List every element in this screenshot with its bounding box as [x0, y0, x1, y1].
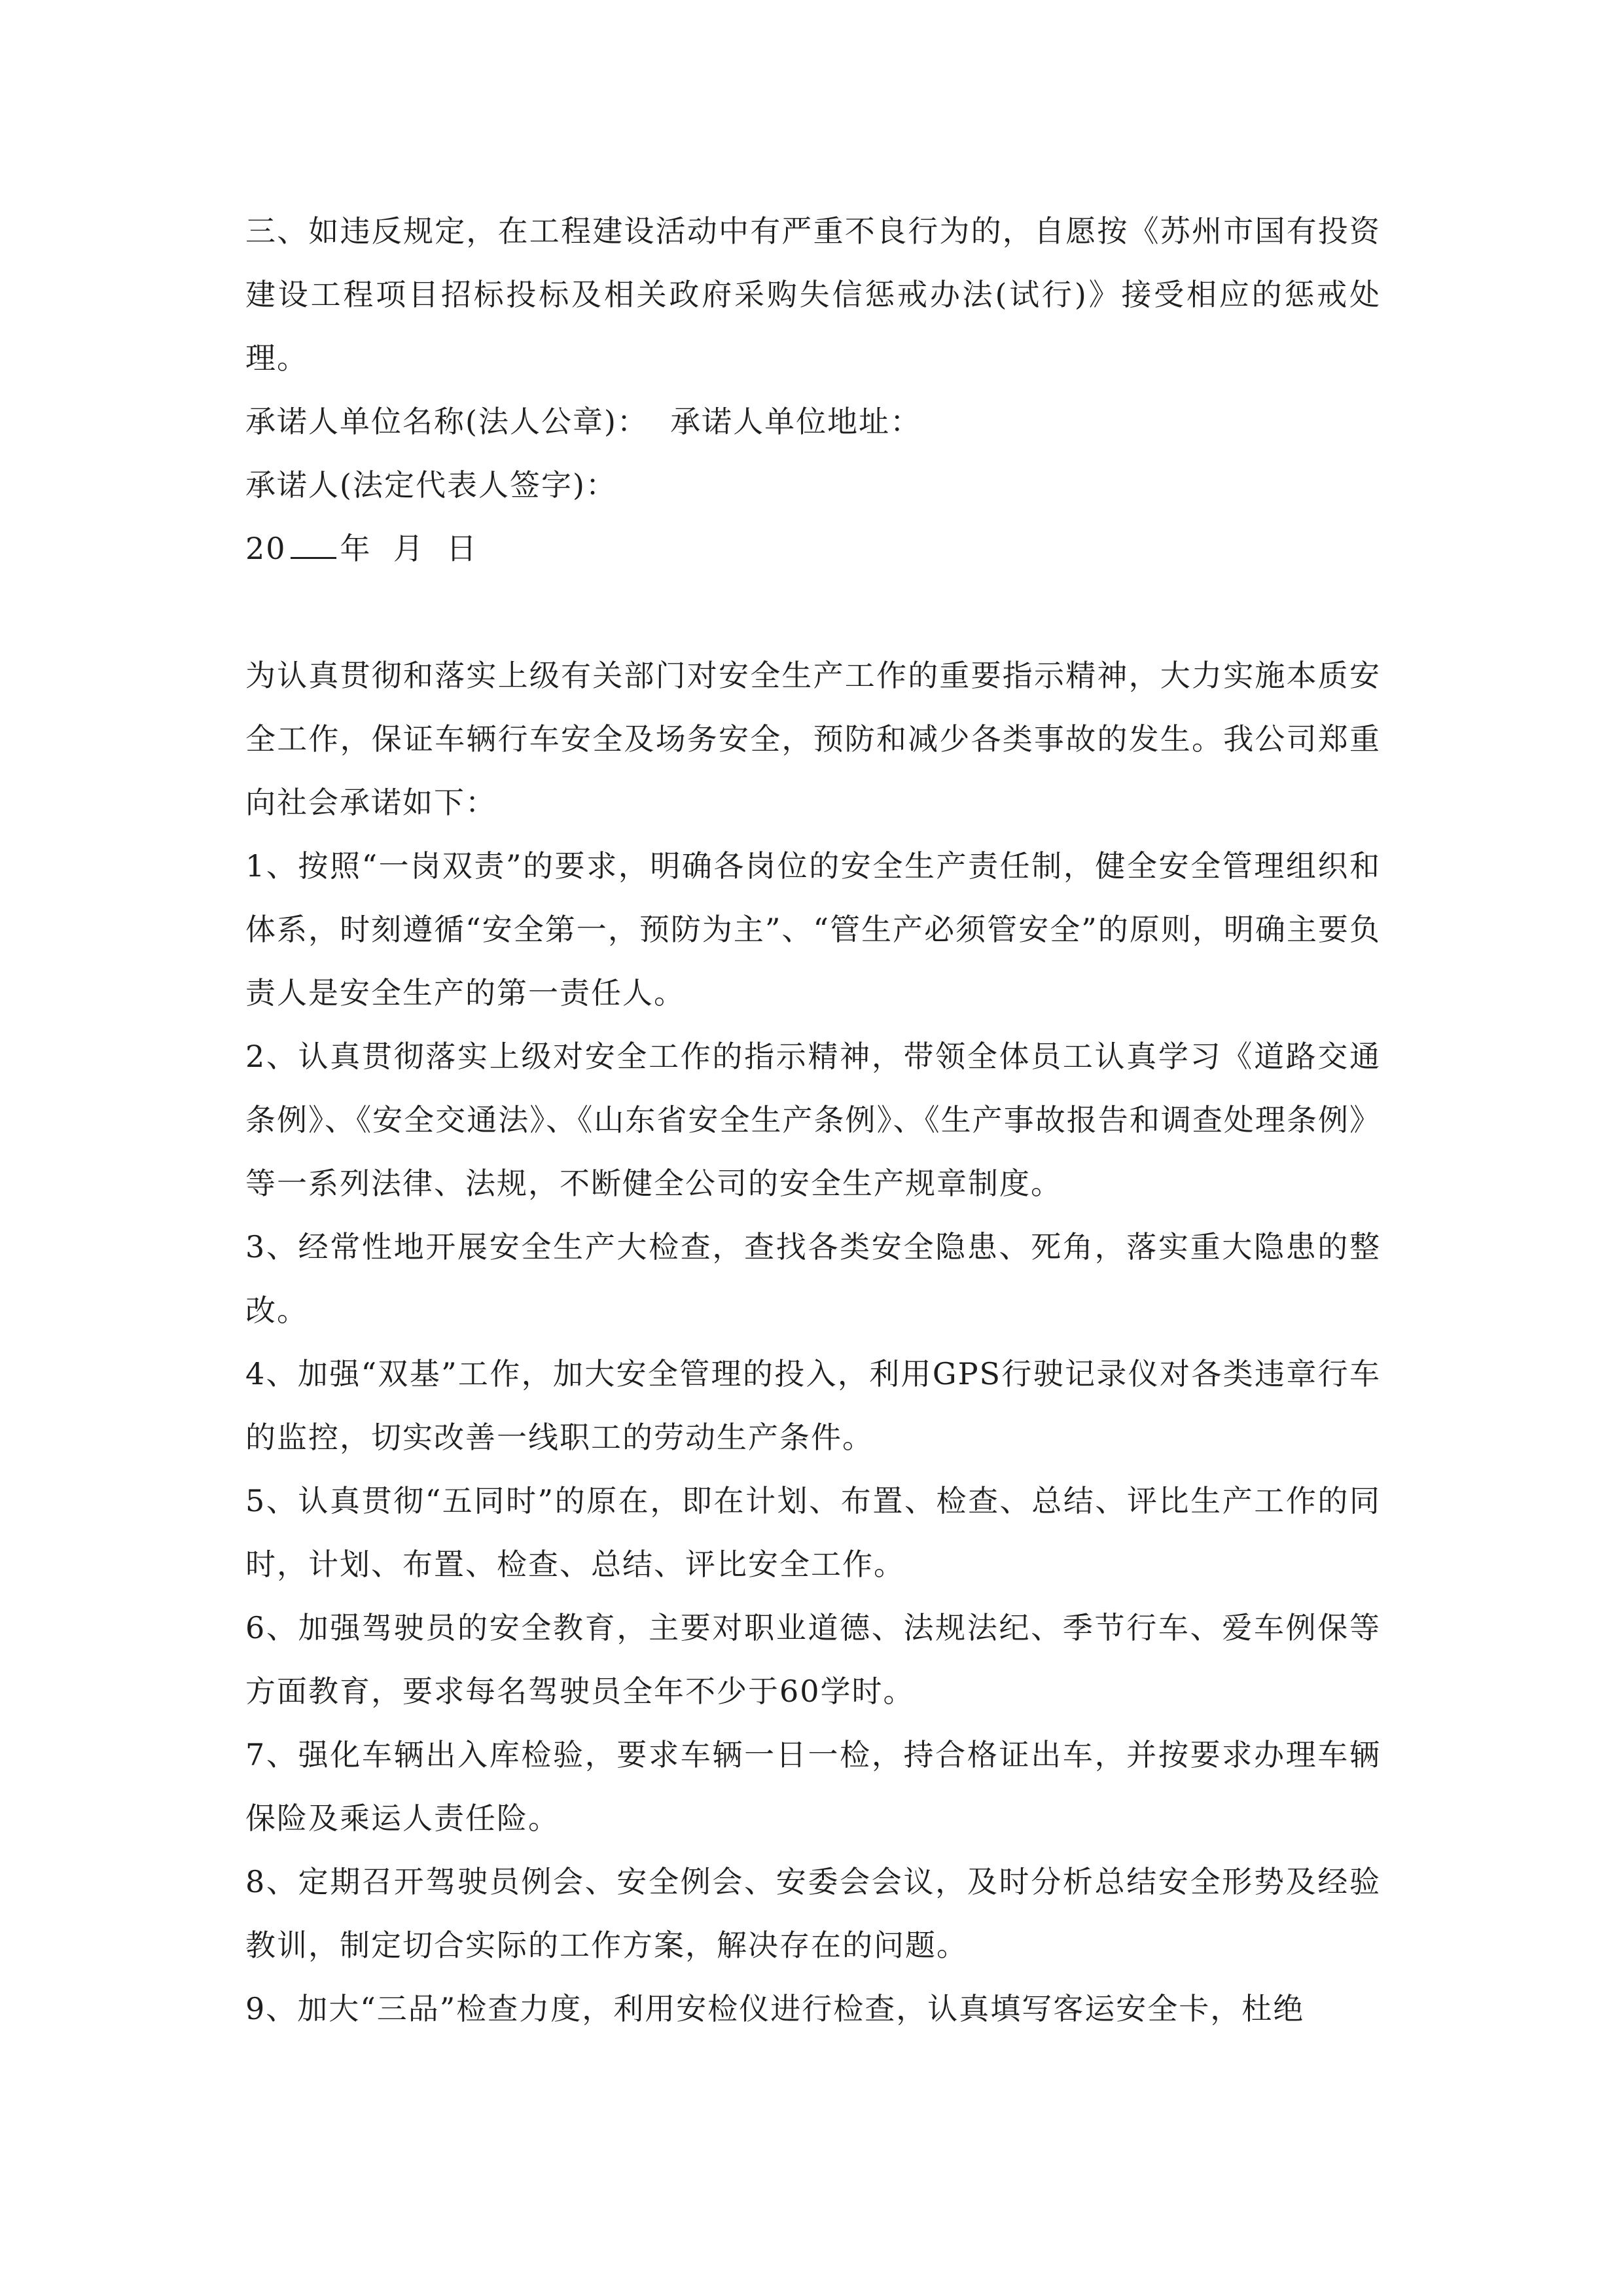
section-gap [245, 581, 1381, 644]
commitment-item-6: 6、加强驾驶员的安全教育，主要对职业道德、法规法纪、季节行车、爱车例保等方面教育，要求每名驾驶员全年不少于60学时。 [245, 1610, 1381, 1709]
commitment-item-3: 3、经常性地开展安全生产大检查，查找各类安全隐患、死角，落实重大隐患的整改。 [245, 1229, 1381, 1328]
commitment-item-1: 1、按照“一岗双责”的要求，明确各岗位的安全生产责任制，健全安全管理组织和体系，时刻遵循“安全第一，预防为主”、“管生产必须管安全”的原则，明确主要负责人是安全生产的第一责任人。 [245, 848, 1381, 1011]
clause-3-paragraph: 三、如违反规定，在工程建设活动中有严重不良行为的，自愿按《苏州市国有投资建设工程项目招标投标及相关政府采购失信惩戒办法(试行)》接受相应的惩戒处理。 [245, 213, 1381, 376]
date-year-prefix: 20 [245, 531, 287, 566]
commitment-intro-paragraph: 为认真贯彻和落实上级有关部门对安全生产工作的重要指示精神，大力实施本质安全工作，保证车辆行车安全及场务安全，预防和减少各类事故的发生。我公司郑重向社会承诺如下： [245, 658, 1381, 820]
commitment-item-4: 4、加强“双基”工作，加大安全管理的投入，利用GPS行驶记录仪对各类违章行车的监控，切实改善一线职工的劳动生产条件。 [245, 1356, 1381, 1455]
commitment-item-9: 9、加大“三品”检查力度，利用安检仪进行检查，认真填写客运安全卡，杜绝 [245, 1991, 1305, 2026]
date-year-blank [291, 531, 336, 559]
signature-unit-line: 承诺人单位名称(法人公章)： 承诺人单位地址： [245, 404, 922, 439]
commitment-item-5: 5、认真贯彻“五同时”的原在，即在计划、布置、检查、总结、评比生产工作的同时，计划、布置、检查、总结、评比安全工作。 [245, 1483, 1381, 1582]
date-year-month-day: 年 月 日 [340, 531, 478, 566]
signature-representative-line: 承诺人(法定代表人签字)： [245, 467, 617, 503]
commitment-item-8: 8、定期召开驾驶员例会、安全例会、安委会会议，及时分析总结安全形势及经验教训，制定切合实际的工作方案，解决存在的问题。 [245, 1864, 1381, 1963]
document-body [245, 200, 1381, 2041]
commitment-item-2: 2、认真贯彻落实上级对安全工作的指示精神，带领全体员工认真学习《道路交通条例》、《安全交通法》、《山东省安全生产条例》、《生产事故报告和调查处理条例》等一系列法律、法规，不断健全公司的安全生产规章制度。 [245, 1039, 1381, 1201]
date-line [245, 517, 1381, 581]
commitment-item-7: 7、强化车辆出入库检验，要求车辆一日一检，持合格证出车，并按要求办理车辆保险及乘运人责任险。 [245, 1737, 1381, 1836]
